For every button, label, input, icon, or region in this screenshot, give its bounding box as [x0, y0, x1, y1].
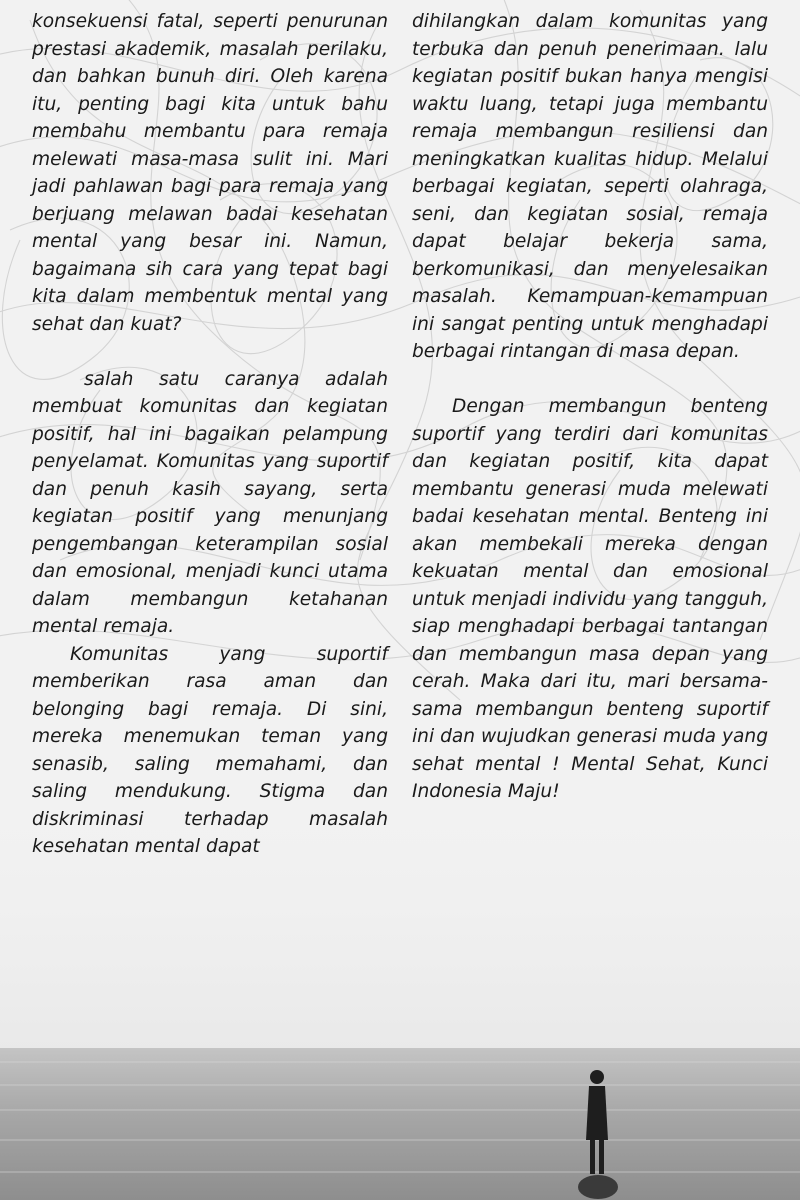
left-text-column — [32, 8, 388, 861]
paragraph-supportive-community: Komunitas yang suportif memberikan rasa aman dan belonging bagi remaja. Di sini, mereka menemukan teman yang senasib, saling memahami, dan saling mendukung. Stigma dan diskriminasi terhadap masalah kesehatan mental dapat — [32, 643, 388, 857]
paragraph-conclusion: Dengan membangun benteng suportif yang terdiri dari komunitas dan kegiatan positif, kita dapat membantu generasi muda melewati badai kesehatan mental. Benteng ini akan membekali mereka dengan kekuatan mental dan emosional untuk menjadi individu yang tangguh, siap menghadapi berbagai tantangan dan membangun masa depan yang cerah. Maka dari itu, mari bersama-sama membangun benteng suportif ini dan wujudkan generasi muda yang sehat mental ! Mental Sehat, Kunci Indonesia Maju! — [412, 396, 768, 802]
paragraph-consequences: konsekuensi fatal, seperti penurunan prestasi akademik, masalah perilaku, dan bahkan bunuh diri. Oleh karena itu, penting bagi kita untuk bahu membahu membantu para remaja melewati masa-masa sulit ini. Mari jadi pahlawan bagi para remaja yang berjuang melawan badai kesehatan mental yang besar ini. Namun, bagaimana sih cara yang tepat bagi kita dalam membentuk mental yang sehat dan kuat? — [32, 11, 388, 335]
paragraph-community-solution: salah satu caranya adalah membuat komunitas dan kegiatan positif, hal ini bagaikan pelampung penyelamat. Komunitas yang suportif dan penuh kasih sayang, serta kegiatan positif yang menunjang pengembangan keterampilan sosial dan emosional, menjadi kunci utama dalam membangun ketahanan mental remaja. — [32, 368, 388, 637]
paragraph-positive-activities: dihilangkan dalam komunitas yang terbuka dan penuh penerimaan. lalu kegiatan positif bukan hanya mengisi waktu luang, tetapi juga membantu remaja membangun resiliensi dan meningkatkan kualitas hidup. Melalui berbagai kegiatan, seperti olahraga, seni, dan kegiatan sosial, remaja dapat belajar bekerja sama, berkomunikasi, dan menyelesaikan masalah. Kemampuan-kemampuan ini sangat penting untuk menghadapi berbagai rintangan di masa depan. — [412, 11, 768, 362]
right-text-column — [412, 8, 768, 806]
